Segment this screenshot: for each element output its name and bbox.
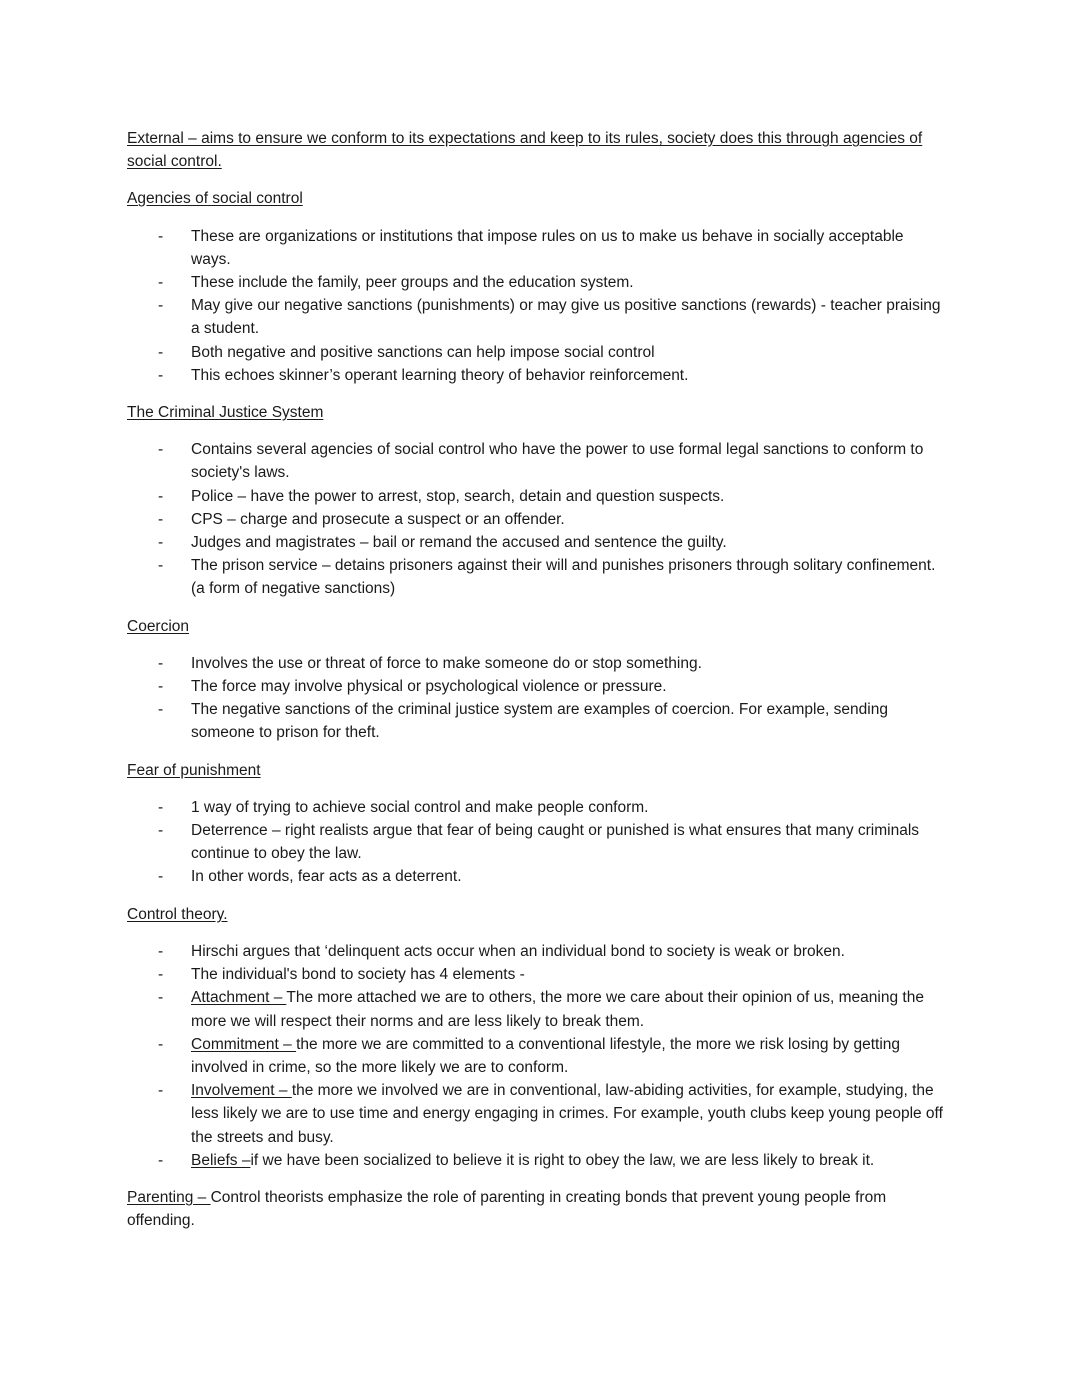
list-item: - Both negative and positive sanctions can help impose social control (127, 341, 947, 364)
section-heading-criminal-justice: The Criminal Justice System (127, 404, 324, 422)
parenting-paragraph (127, 1186, 947, 1232)
coercion-list (127, 652, 947, 745)
list-item: - Judges and magistrates – bail or remand the accused and sentence the guilty. (127, 531, 947, 554)
list-item: - Hirschi argues that ‘delinquent acts occur when an individual bond to society is weak or broken. (127, 940, 947, 963)
list-item: - Involves the use or threat of force to make someone do or stop something. (127, 652, 947, 675)
term-commitment: Commitment – (191, 1035, 297, 1053)
list-item: - The negative sanctions of the criminal justice system are examples of coercion. For example, sending someone to prison for theft. (127, 698, 947, 744)
term-definition: The more attached we are to others, the more we care about their opinion of us, meaning the more we will respect their norms and are less likely to break them. (191, 989, 924, 1030)
list-item: - These are organizations or institutions that impose rules on us to make us behave in socially acceptable ways. (127, 225, 947, 271)
list-item: - May give our negative sanctions (punishments) or may give us positive sanctions (rewards) - teacher praising a student. (127, 294, 947, 340)
list-item (127, 986, 947, 1032)
list-item: - The force may involve physical or psychological violence or pressure. (127, 675, 947, 698)
list-item: - In other words, fear acts as a deterrent. (127, 865, 947, 888)
document-page (127, 127, 947, 1232)
control-theory-list (127, 940, 947, 1172)
list-item: - Deterrence – right realists argue that fear of being caught or punished is what ensures that many criminals continue to obey the law. (127, 819, 947, 865)
term-definition: the more we involved we are in conventional, law-abiding activities, for example, studying, the less likely we are to use time and energy engaging in crimes. For example, youth clubs keep young people off the streets and busy. (191, 1082, 943, 1146)
criminal-justice-list (127, 438, 947, 600)
agencies-list (127, 225, 947, 387)
list-item: - Police – have the power to arrest, stop, search, detain and question suspects. (127, 485, 947, 508)
section-heading-control-theory: Control theory. (127, 905, 228, 923)
term-attachment: Attachment – (191, 989, 287, 1007)
term-definition: if we have been socialized to believe it is right to obey the law, we are less likely to break it. (250, 1151, 875, 1169)
section-heading-coercion: Coercion (127, 617, 190, 635)
list-item: - The prison service – detains prisoners against their will and punishes prisoners through solitary confinement. (a form of negative sanctions) (127, 554, 947, 600)
term-parenting: Parenting – (127, 1188, 211, 1206)
term-definition: the more we are committed to a conventional lifestyle, the more we risk losing by getting involved in crime, so the more likely we are to conform. (191, 1035, 901, 1076)
list-item (127, 1149, 947, 1172)
list-item: - These include the family, peer groups and the education system. (127, 271, 947, 294)
list-item: - The individual's bond to society has 4 elements - (127, 963, 947, 986)
list-item (127, 1079, 947, 1149)
list-item: - This echoes skinner’s operant learning theory of behavior reinforcement. (127, 364, 947, 387)
external-definition: External – aims to ensure we conform to its expectations and keep to its rules, society does this through agencies of social control. (127, 130, 923, 171)
section-heading-agencies: Agencies of social control (127, 190, 303, 208)
list-item: - CPS – charge and prosecute a suspect or an offender. (127, 508, 947, 531)
parenting-definition: Control theorists emphasize the role of parenting in creating bonds that prevent young people from offending. (127, 1188, 887, 1230)
list-item: - 1 way of trying to achieve social control and make people conform. (127, 796, 947, 819)
term-involvement: Involvement – (191, 1082, 292, 1100)
section-heading-fear-of-punishment: Fear of punishment (127, 761, 261, 779)
term-beliefs: Beliefs – (191, 1151, 251, 1169)
list-item (127, 1033, 947, 1079)
list-item: - Contains several agencies of social control who have the power to use formal legal sanctions to conform to society's laws. (127, 438, 947, 484)
fear-of-punishment-list (127, 796, 947, 889)
